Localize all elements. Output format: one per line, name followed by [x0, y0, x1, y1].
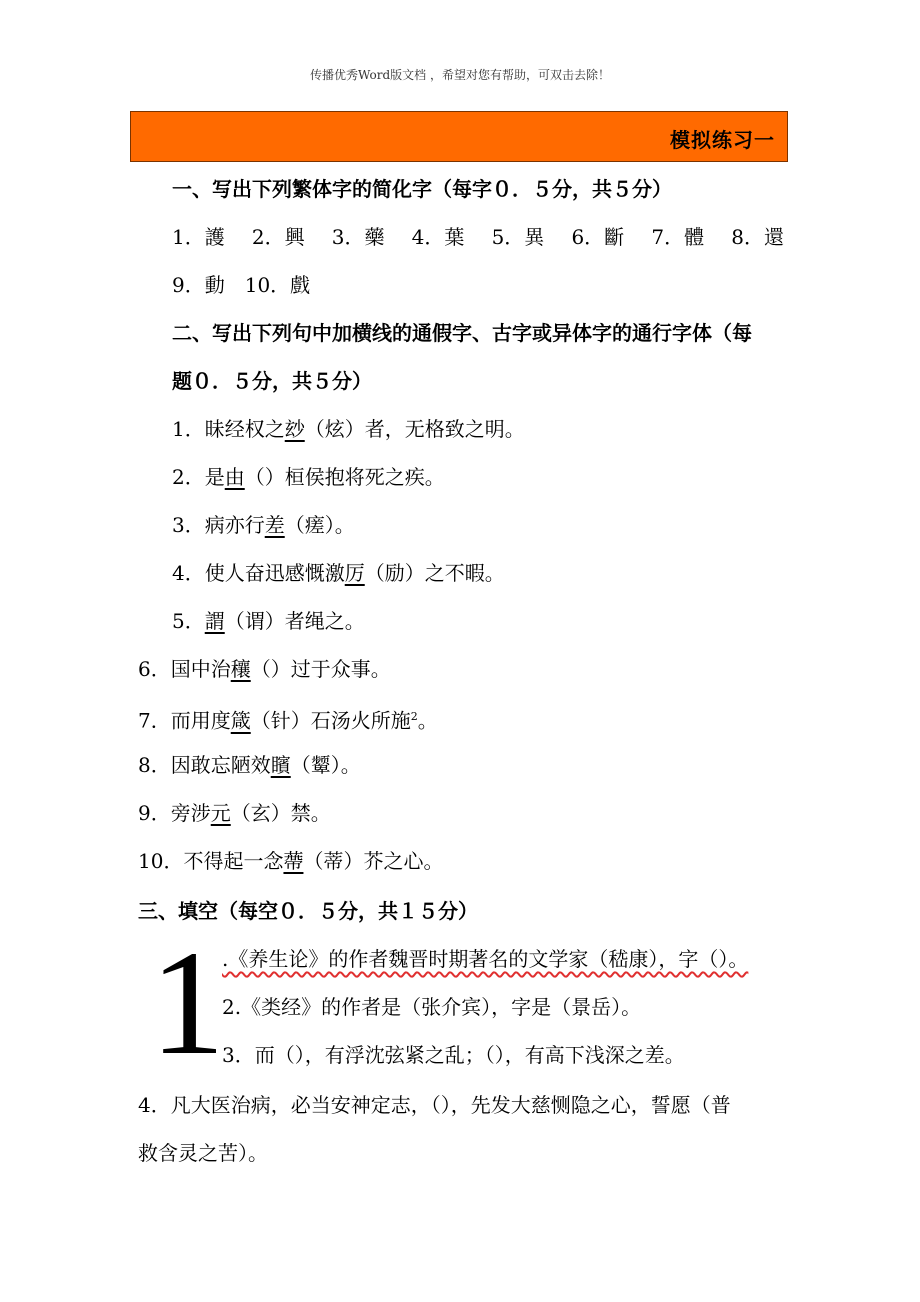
question-text: （玄）禁。 — [230, 801, 331, 825]
section2-heading-line1: 二、写出下列句中加横线的通假字、古字或异体字的通行字体（每 — [172, 321, 752, 345]
underlined-char: 蔕 — [283, 849, 304, 873]
underlined-char: 差 — [264, 513, 285, 537]
question-2-8 — [138, 752, 361, 778]
char-item: 5．異 — [491, 225, 545, 249]
question-2-4 — [172, 560, 505, 586]
question-text: （谓）者绳之。 — [224, 609, 365, 633]
underlined-char: 由 — [224, 465, 245, 489]
section2-heading-line2: 题０．５分，共５分） — [172, 369, 372, 393]
char-item: 6．斷 — [571, 225, 625, 249]
question-3-4-line1: 4．凡大医治病，必当安神定志，（），先发大慈恻隐之心，誓愿（普 — [138, 1093, 731, 1117]
question-text: 6．国中治 — [138, 657, 231, 681]
question-text: 8．因敢忘陋效 — [138, 753, 271, 777]
drop-cap-numeral: 1 — [150, 920, 225, 1086]
question-text: （炫）者，无格致之明。 — [304, 417, 525, 441]
section1-char-list — [172, 224, 784, 250]
question-text: 7．而用度 — [138, 708, 231, 733]
underlined-char: 元 — [210, 801, 231, 825]
underlined-char: 箴 — [230, 708, 251, 733]
section3-heading: 三、填空（每空０．５分，共１５分） — [138, 899, 478, 923]
question-text: （针）石汤火所施 — [250, 708, 411, 733]
question-text: （）过于众事。 — [250, 657, 391, 681]
question-text: （励）之不暇。 — [364, 561, 505, 585]
banner-title: 模拟练习一 — [670, 128, 775, 152]
underlined-char: 矉 — [270, 753, 291, 777]
question-2-9 — [138, 800, 331, 826]
char-item: 1．護 — [172, 225, 225, 249]
question-text: 1．昧经权之 — [172, 417, 285, 441]
underlined-char: 謂 — [204, 609, 225, 633]
char-item: 7．體 — [651, 225, 705, 249]
question-text: （）桓侯抱将死之疾。 — [244, 465, 445, 489]
question-2-10 — [138, 848, 443, 874]
question-text: 5． — [172, 609, 205, 633]
underlined-char: 厉 — [344, 561, 365, 585]
question-2-2 — [172, 464, 445, 490]
question-text: 。 — [417, 708, 438, 733]
question-text: 9．旁涉 — [138, 801, 211, 825]
char-item: 4．葉 — [411, 225, 465, 249]
question-text: 4．使人奋迅感慨激 — [172, 561, 345, 585]
char-item: 2．興 — [251, 225, 305, 249]
question-text: （瘥）。 — [284, 513, 355, 537]
question-2-6 — [138, 656, 391, 682]
underlined-char: 玅 — [284, 417, 305, 441]
question-text: .《养生论》的作者魏晋时期著名的文学家（嵇康），字（）。 — [222, 947, 749, 971]
question-3-3: 3．而（），有浮沈弦紧之乱；（），有高下浅深之差。 — [222, 1043, 685, 1067]
watermark-text: 传播优秀Word版文档 ，希望对您有帮助，可双击去除！ — [310, 68, 610, 82]
title-banner — [130, 111, 788, 162]
question-2-3 — [172, 512, 355, 538]
char-item: 3．藥 — [331, 225, 385, 249]
question-text: （颦）。 — [290, 753, 361, 777]
question-3-2: 2.《类经》的作者是（张介宾），字是（景岳）。 — [222, 995, 642, 1019]
char-item: 8．還 — [731, 225, 784, 249]
question-text: 2．是 — [172, 465, 225, 489]
question-2-5 — [172, 608, 365, 634]
footnote-mark: 2 — [410, 710, 418, 723]
underlined-char: 穰 — [230, 657, 251, 681]
question-text: 3．病亦行 — [172, 513, 265, 537]
question-text: 10．不得起一念 — [138, 849, 284, 873]
question-3-1 — [222, 946, 748, 972]
question-2-7 — [138, 704, 438, 734]
question-3-4-line2: 救含灵之苦）。 — [138, 1141, 268, 1165]
section1-heading: 一、写出下列繁体字的简化字（每字０．５分，共５分） — [172, 177, 672, 201]
section1-char-list-row2: 9．動 10．戲 — [172, 273, 311, 297]
question-2-1 — [172, 416, 525, 442]
question-text: （蒂）芥之心。 — [303, 849, 444, 873]
